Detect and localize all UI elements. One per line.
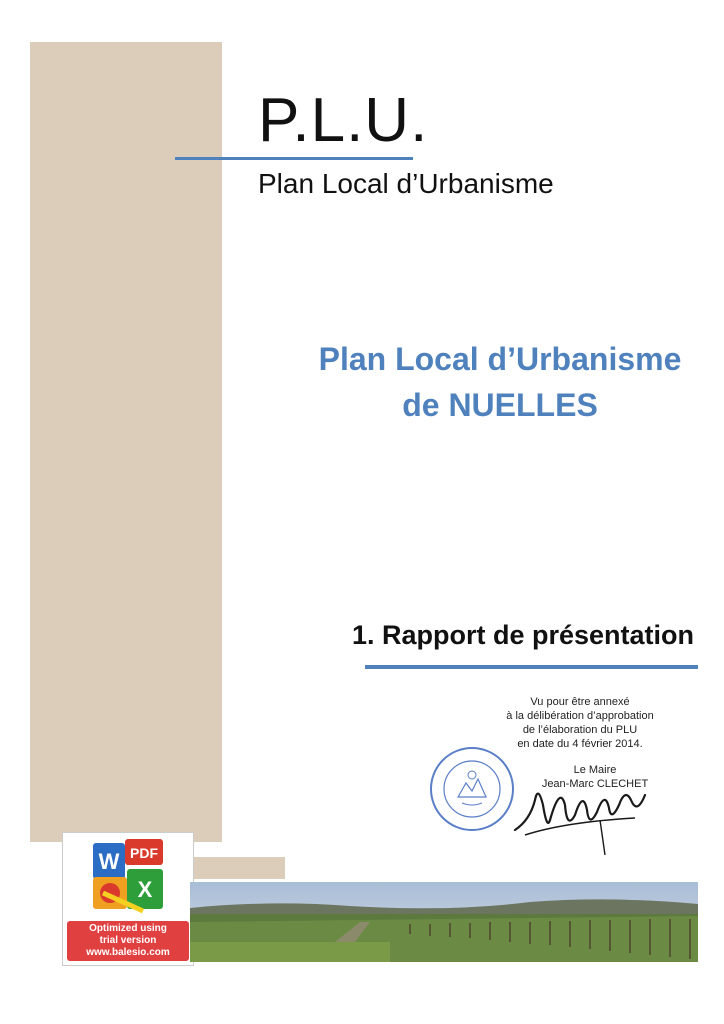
stamp-line-2: à la délibération d’approbation (506, 710, 654, 722)
stamp-line-1: Vu pour être annexé (530, 696, 630, 708)
town-seal-stamp (428, 745, 516, 833)
handwritten-signature (505, 760, 655, 860)
page-subtitle: Plan Local d’Urbanisme (258, 168, 554, 199)
watermark-url: www.balesio.com (86, 947, 170, 958)
stamp-line-3: de l’élaboration du PLU (522, 724, 638, 736)
svg-text:X: X (137, 877, 153, 902)
balesio-watermark-logo (62, 832, 194, 966)
stamp-line-4: en date du 4 février 2014. (517, 738, 643, 750)
document-title-line-1: Plan Local d’Urbanisme (318, 341, 682, 377)
approval-stamp-text (485, 695, 675, 751)
vineyard-landscape-photo (190, 882, 698, 962)
watermark-line-1: Optimized using (89, 923, 167, 934)
office-files-icon (63, 833, 193, 921)
title-underline (175, 157, 413, 160)
watermark-line-2: trial version (99, 935, 157, 946)
section-underline (365, 665, 698, 669)
svg-text:PDF: PDF (130, 845, 158, 861)
stamp-signer-name: Jean-Marc CLECHET (541, 778, 649, 790)
stamp-signer-title: Le Maire (573, 764, 617, 776)
beige-side-band (30, 42, 222, 842)
document-title-line-2: de NUELLES (402, 387, 598, 423)
watermark-caption (67, 921, 189, 961)
document-title (300, 336, 700, 428)
page-title: P.L.U. (258, 86, 429, 155)
section-heading: 1. Rapport de présentation (351, 620, 694, 650)
beige-bottom-strip (180, 857, 285, 879)
svg-text:W: W (98, 849, 120, 874)
